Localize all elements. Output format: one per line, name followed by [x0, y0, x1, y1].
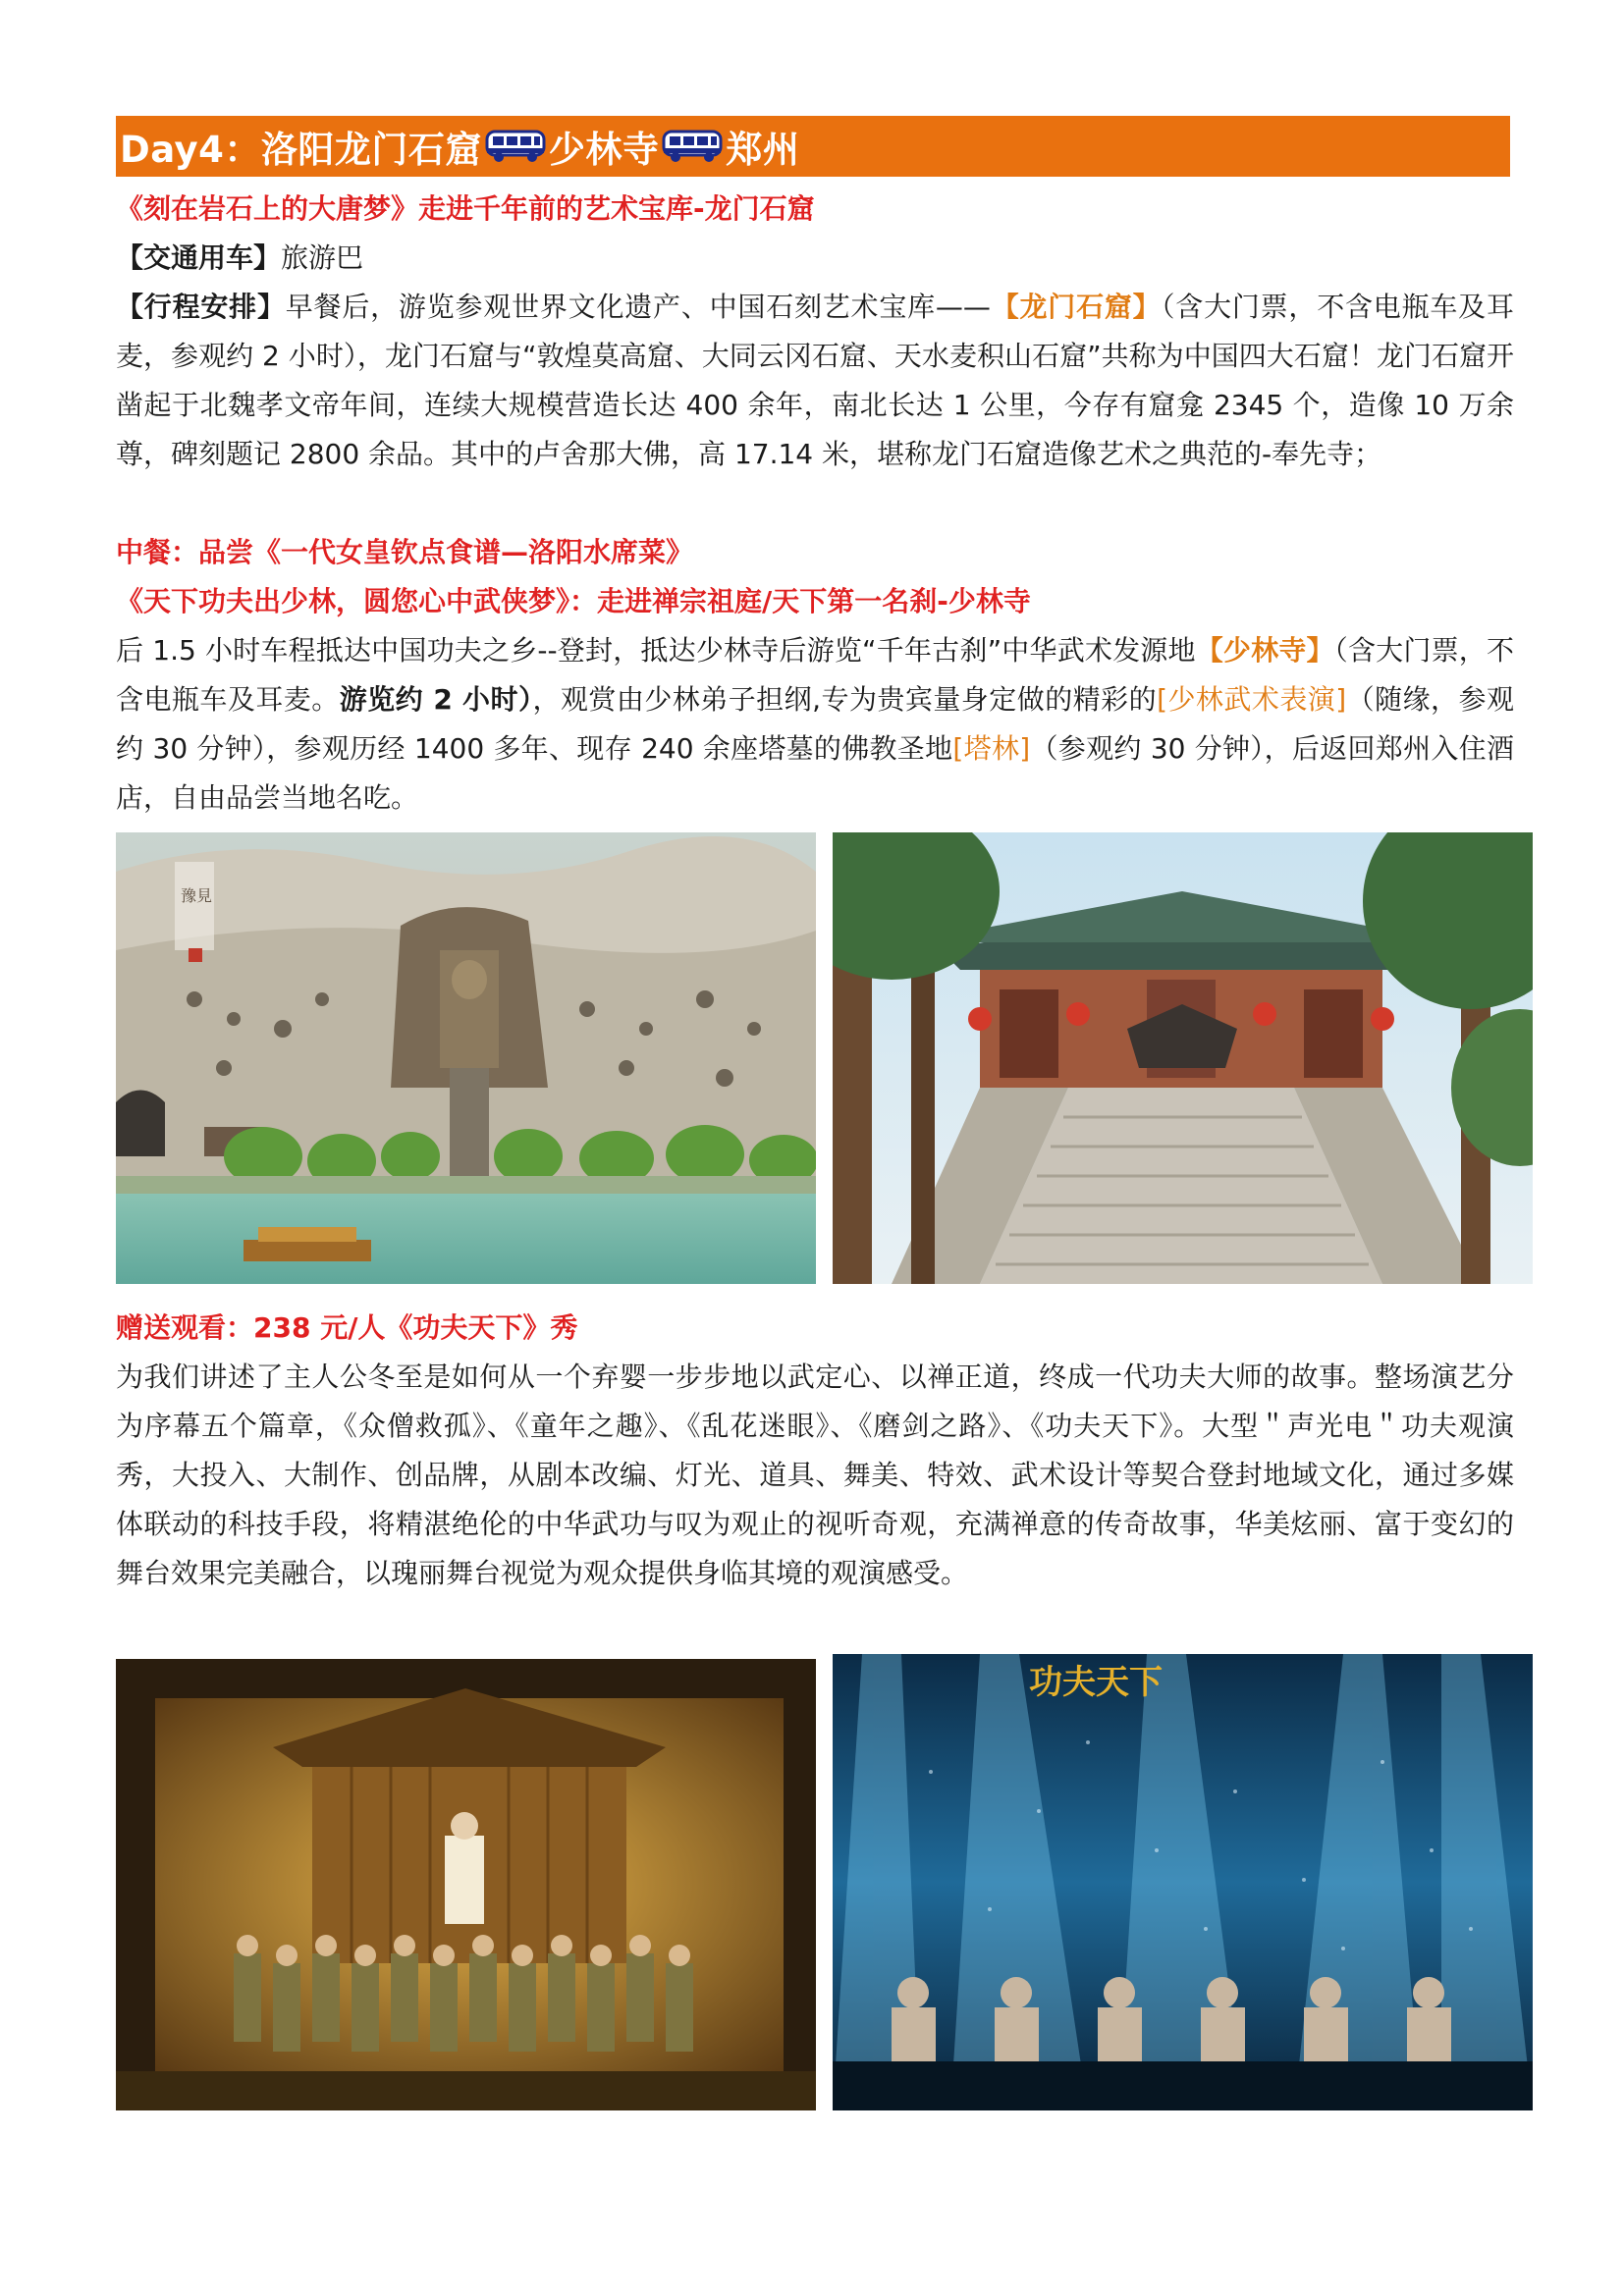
- gift-paragraph: 为我们讲述了主人公冬至是如何从一个弃婴一步步地以武定心、以禅正道，终成一代功夫大师的故事。整场演艺分为序幕五个篇章，《众僧救孤》、《童年之趣》、《乱花迷眼》、《磨剑之路》、《功夫天下》。大型＂声光电＂功夫观演秀，大投入、大制作、创品牌，从剧本改编、灯光、道具、舞美、特效、武术设计等契合登封地域文化，通过多媒体联动的科技手段，将精湛绝伦的中华武功与叹为观止的视听奇观，充满禅意的传奇故事，华美炫丽、富于变幻的舞台效果完美融合，以瑰丽舞台视觉为观众提供身临其境的观演感受。: [116, 1361, 1514, 1589]
- shaolin-duration: 游览约 2 小时）: [339, 683, 533, 716]
- bus-icon: [484, 129, 547, 164]
- shaolin-text-4: （随缘，参观约 30 分钟），参观历经 1400 多年、现存 240 余座塔墓的佛教圣地: [116, 683, 1514, 765]
- day-title-prefix: Day4：洛阳龙门石窟: [120, 129, 482, 171]
- lunch-heading: 中餐：品尝《一代女皇钦点食谱—洛阳水席菜》: [116, 536, 694, 568]
- kungfu-show-stage-photo: [116, 1659, 816, 2110]
- pagoda-forest-link[interactable]: [塔林]: [952, 732, 1031, 765]
- shaolin-subtitle: 《天下功夫出少林，圆您心中武侠梦》：走进禅宗祖庭/天下第一名刹-少林寺: [116, 585, 1031, 617]
- longmen-highlight: 【龙门石窟】: [990, 291, 1162, 323]
- longmen-subtitle: 《刻在岩石上的大唐梦》走进千年前的艺术宝库-龙门石窟: [116, 192, 815, 225]
- shaolin-highlight: 【少林寺】: [1195, 634, 1334, 667]
- shaolin-text-2: （含大门票，不含电瓶车及耳麦。: [116, 634, 1514, 716]
- longmen-grottoes-photo: [116, 832, 816, 1284]
- itinerary-label: 【行程安排】: [116, 291, 286, 323]
- kungfu-show-water-photo: [833, 1654, 1533, 2110]
- shaolin-martial-arts-show-link[interactable]: [少林武术表演]: [1157, 683, 1347, 716]
- shaolin-paragraph: [116, 626, 1514, 823]
- day-title-end: 郑州: [726, 129, 800, 171]
- gift-heading: 赠送观看：238 元/人《功夫天下》秀: [116, 1311, 578, 1344]
- transport-line: [116, 234, 1520, 283]
- day-banner: [116, 116, 1510, 177]
- longmen-paragraph: [116, 283, 1514, 479]
- shaolin-text-5: （参观约 30 分钟），后返回郑州入住酒店，自由品尝当地名吃。: [116, 732, 1514, 814]
- shaolin-temple-photo: [833, 832, 1533, 1284]
- shaolin-text-1: 后 1.5 小时车程抵达中国功夫之乡--登封，抵达少林寺后游览“千年古刹”中华武术发源地: [116, 634, 1196, 667]
- show-title-text: 功夫天下: [1029, 1665, 1163, 1701]
- grotto-photo-text: 豫見: [180, 888, 213, 905]
- transport-label: 【交通用车】: [116, 241, 282, 274]
- shaolin-text-3: ，观赏由少林弟子担纲,专为贵宾量身定做的精彩的: [532, 683, 1158, 716]
- day-title-mid: 少林寺: [548, 129, 660, 171]
- bus-icon: [661, 129, 724, 164]
- transport-value: 旅游巴: [281, 241, 364, 274]
- longmen-text-1: 早餐后，游览参观世界文化遗产、中国石刻艺术宝库——: [285, 291, 991, 323]
- longmen-text-2: （含大门票，不含电瓶车及耳麦，参观约 2 小时），龙门石窟与“敦煌莫高窟、大同云冈石窟、天水麦积山石窟”共称为中国四大石窟！龙门石窟开凿起于北魏孝文帝年间，连续大规模营造长达 400 余年，南北长达 1 公里，今存有窟龛 2345 个，造像 10 万余尊，碑刻题记 2800 余品。其中的卢舍那大佛，高 17.14 米，堪称龙门石窟造像艺术之典范的-奉先寺；: [116, 291, 1514, 470]
